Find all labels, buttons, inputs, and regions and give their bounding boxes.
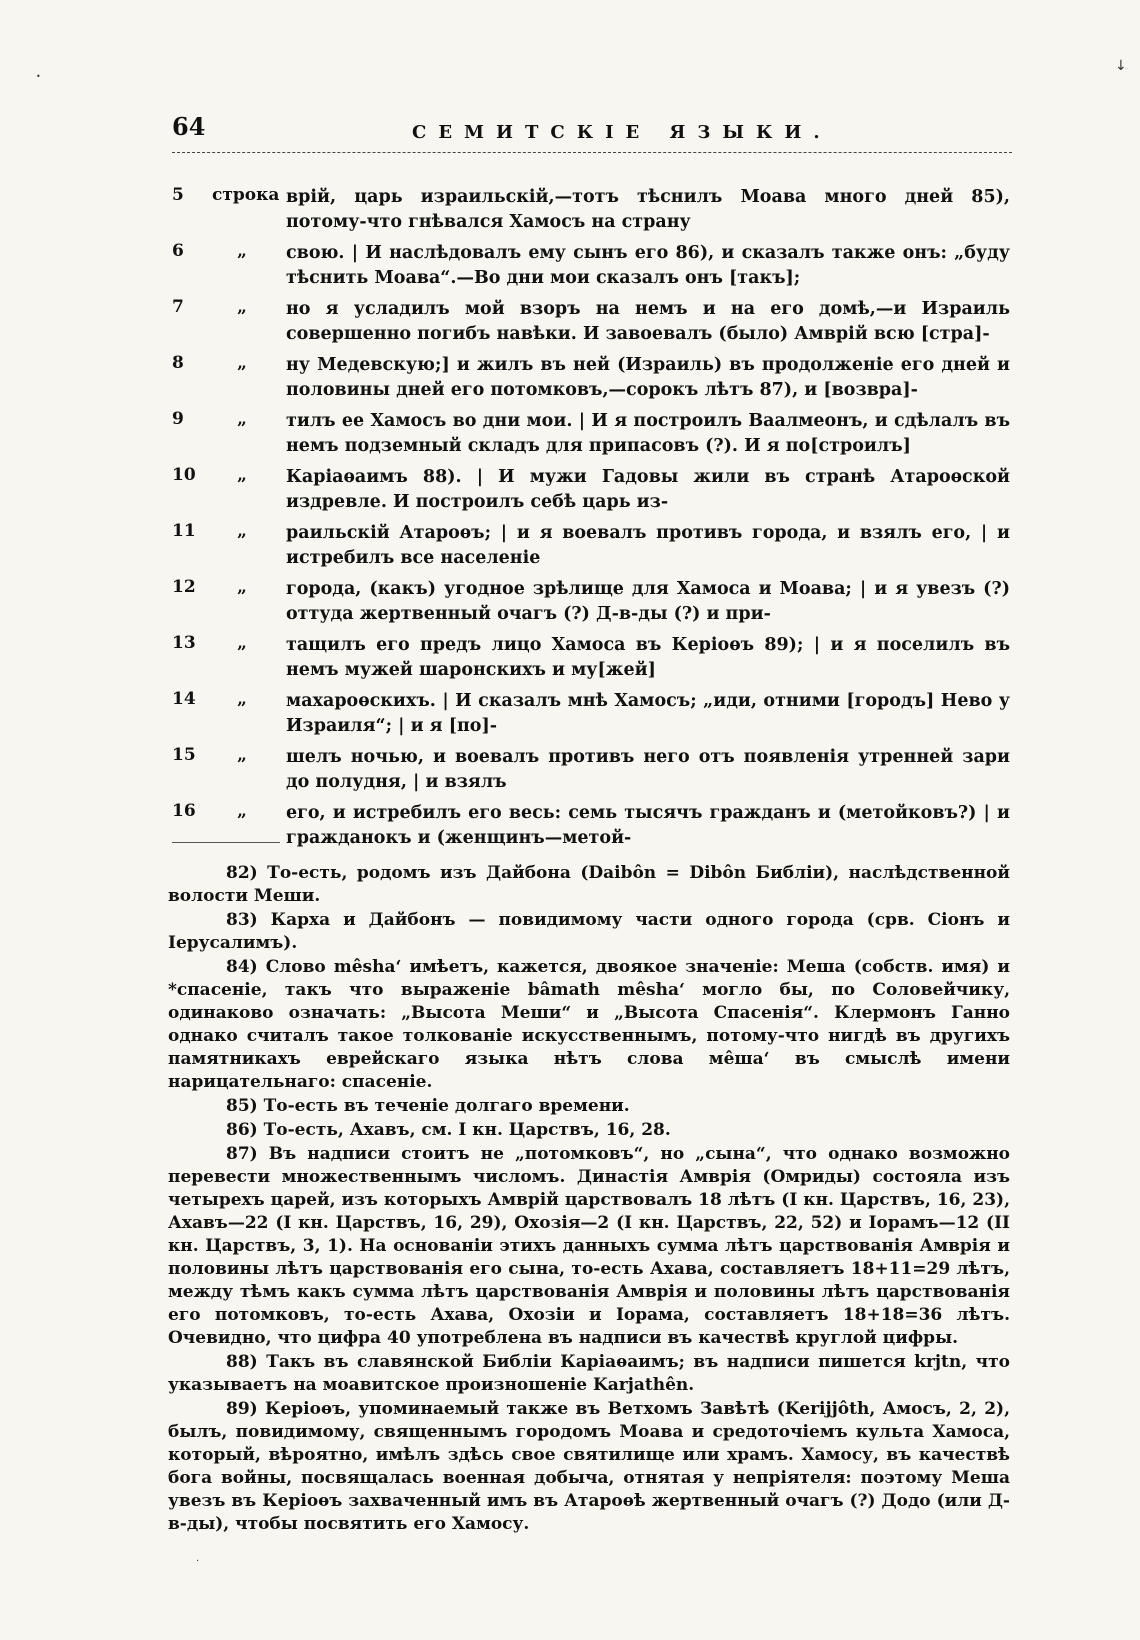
line-text: махароѳскихъ. | И сказалъ мнѣ Хамосъ; „иди, отними [городъ] Нево у Израиля“; | и я [по]- <box>286 691 1010 736</box>
line-text: свою. | И наслѣдовалъ ему сынъ его 86), и сказалъ также онъ: „буду тѣснить Моава“.—Во дни мои сказалъ онъ [такъ]; <box>286 243 1010 288</box>
line-number: 7 <box>172 297 184 317</box>
line-text: тилъ ее Хамосъ во дни мои. | И я построилъ Ваалмеонъ, и сдѣлалъ въ немъ подземный складъ для припасовъ (?). И я по[строилъ] <box>286 411 1010 456</box>
line-marker: „ <box>237 241 247 261</box>
line-marker: „ <box>237 577 247 597</box>
line-text: его, и истребилъ его весь: семь тысячъ гражданъ и (метойковъ?) | и гражданокъ и (женщинъ—метой- <box>286 803 1010 848</box>
scan-mark-icon: · <box>196 1556 200 1567</box>
line-marker: „ <box>237 297 247 317</box>
line-marker: „ <box>237 745 247 765</box>
line-number: 5 <box>172 185 184 205</box>
footnotes-divider <box>172 842 280 843</box>
page-header <box>172 112 1012 152</box>
footnote: 87) Въ надписи стоитъ не „потомковъ“, но „сына“, что однако возможно перевести множественнымъ числомъ. Династія Амврія (Омриды) состояла изъ четырехъ царей, изъ которыхъ Амврій царствовалъ 18 лѣтъ (I кн. Царствъ, 16, 23), Ахавъ—22 (I кн. Царствъ, 16, 29), Охозія—2 (I кн. Царствъ, 22, 52) и Іорамъ—12 (II кн. Царствъ, 3, 1). На основаніи этихъ данныхъ сумма лѣтъ царствованія Амврія и половины лѣтъ царствованія его сына, то-есть Ахава, составляетъ 18+11=29 лѣтъ, между тѣмъ какъ сумма лѣтъ царствованія Амврія и половины лѣтъ царствованія его потомковъ, то-есть Ахава, Охозіи и Іорама, составляетъ 18+18=36 лѣтъ. Очевидно, что цифра 40 употреблена въ надписи въ качествѣ круглой цифры. <box>168 1144 1010 1348</box>
footnote: 86) То-есть, Ахавъ, см. I кн. Царствъ, 16, 28. <box>226 1120 671 1140</box>
footnote: 82) То-есть, родомъ изъ Дайбона (Daibôn = Dibôn Библіи), наслѣдственной волости Меши. <box>168 863 1010 906</box>
line-number: 6 <box>172 241 184 261</box>
footnote: 85) То-есть въ теченіе долгаго времени. <box>226 1096 630 1116</box>
line-marker: „ <box>237 465 247 485</box>
line-marker: строка <box>212 185 280 205</box>
footnote: 89) Керіоѳъ, упоминаемый также въ Ветхомъ Завѣтѣ (Kerijjôth, Амосъ, 2, 2), былъ, повидимому, священнымъ городомъ Моава и средоточіемъ культа Хамоса, который, вѣроятно, имѣлъ здѣсь свое святилище или храмъ. Хамосу, въ качествѣ бога войны, посвящалась военная добыча, отнятая у непріятеля: поэтому Меша увезъ въ Керіоѳъ захваченный имъ въ Атароѳѣ жертвенный очагъ (?) Додо (или Д-в-ды), чтобы посвятить его Хамосу. <box>168 1399 1010 1534</box>
line-text: города, (какъ) угодное зрѣлище для Хамоса и Моава; | и я увезъ (?) оттуда жертвенный очагъ (?) Д-в-ды (?) и при- <box>286 579 1010 624</box>
verse-line <box>172 297 1012 347</box>
running-title: СЕМИТСКІЕ ЯЗЫКИ. <box>412 122 832 143</box>
page-number: 64 <box>172 112 206 141</box>
scan-mark-icon: ↓ <box>1115 58 1127 74</box>
line-number: 9 <box>172 409 184 429</box>
verse-line <box>172 241 1012 291</box>
verse-line <box>172 185 1012 235</box>
verse-line <box>172 521 1012 571</box>
line-marker: „ <box>237 633 247 653</box>
footnote: 83) Карха и Дайбонъ — повидимому части одного города (срв. Сіонъ и Іерусалимъ). <box>168 910 1010 953</box>
line-text: Каріаѳаимъ 88). | И мужи Гадовы жили въ странѣ Атароѳской издревле. И построилъ себѣ царь из- <box>286 467 1010 512</box>
verse-line <box>172 409 1012 459</box>
line-number: 10 <box>172 465 196 485</box>
verse-line <box>172 633 1012 683</box>
verse-line <box>172 353 1012 403</box>
line-text: врій, царь израильскій,—тотъ тѣснилъ Моава много дней 85), потому-что гнѣвался Хамосъ на страну <box>286 187 1010 232</box>
line-number: 13 <box>172 633 196 653</box>
header-divider <box>172 152 1012 153</box>
line-number: 11 <box>172 521 196 541</box>
line-number: 8 <box>172 353 184 373</box>
line-marker: „ <box>237 521 247 541</box>
line-text: раильскій Атароѳъ; | и я воевалъ противъ города, и взялъ его, | и истребилъ все населеніе <box>286 523 1010 568</box>
line-marker: „ <box>237 689 247 709</box>
line-number: 15 <box>172 745 196 765</box>
inscription-translation <box>172 185 1012 857</box>
verse-line <box>172 801 1012 851</box>
verse-line <box>172 745 1012 795</box>
line-text: шелъ ночью, и воевалъ противъ него отъ появленія утренней зари до полудня, | и взялъ <box>286 747 1010 792</box>
footnotes <box>168 862 1010 1537</box>
verse-line <box>172 689 1012 739</box>
line-number: 16 <box>172 801 196 821</box>
verse-line <box>172 577 1012 627</box>
line-marker: „ <box>237 801 247 821</box>
scan-mark-icon: • <box>36 72 41 81</box>
footnote: 84) Слово mêsha‘ имѣетъ, кажется, двоякое значеніе: Меша (собств. имя) и *спасеніе, такъ что выраженіе bâmath mêsha‘ могло бы, по Соловейчику, одинаково означать: „Высота Меши“ и „Высота Спасенія“. Клермонъ Ганно однако считалъ такое толкованіе искусственнымъ, потому-что нигдѣ въ другихъ памятникахъ еврейскаго языка нѣтъ слова мêша‘ въ смыслѣ имени нарицательнаго: спасеніе. <box>168 957 1010 1092</box>
line-marker: „ <box>237 409 247 429</box>
line-text: ну Медевскую;] и жилъ въ ней (Израиль) въ продолженіе его дней и половины дней его потомковъ,—сорокъ лѣтъ 87), и [возвра]- <box>286 355 1010 400</box>
line-marker: „ <box>237 353 247 373</box>
footnote: 88) Такъ въ славянской Библіи Каріаѳаимъ; въ надписи пишется krjtn, что указываетъ на моавитское произношеніе Karjathên. <box>168 1352 1010 1395</box>
line-text: но я усладилъ мой взоръ на немъ и на его домѣ,—и Израиль совершенно погибъ навѣки. И завоевалъ (было) Амврій всю [стра]- <box>286 299 1010 344</box>
line-text: тащилъ его предъ лицо Хамоса въ Керіоѳъ 89); | и я поселилъ въ немъ мужей шаронскихъ и му[жей] <box>286 635 1010 680</box>
line-number: 12 <box>172 577 196 597</box>
line-number: 14 <box>172 689 196 709</box>
verse-line <box>172 465 1012 515</box>
